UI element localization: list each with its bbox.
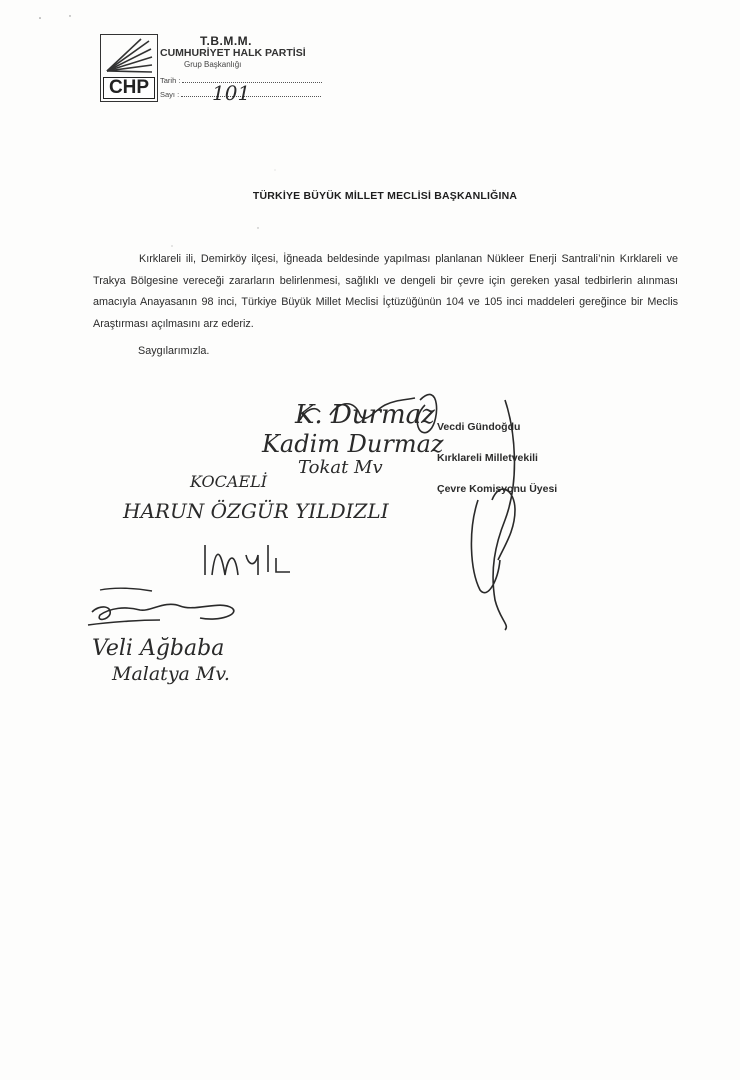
sayi-number-text: 101	[212, 81, 250, 104]
handwritten-harun-ozgur-yildizli: HARUN ÖZGÜR YILDIZLI	[123, 499, 389, 523]
handwritten-kocaeli: KOCAELİ	[190, 472, 268, 491]
date-label: Tarih :	[160, 76, 181, 85]
number-label: Sayı :	[160, 90, 180, 99]
signature-k-durmaz: K. Durmaz	[295, 400, 435, 430]
signatory-name: Vecdi Gündoğdu	[437, 421, 521, 433]
institution-name: T.B.M.M.	[200, 34, 252, 48]
handwritten-kadim-durmaz: Kadim Durmaz	[262, 430, 444, 458]
signatory-committee: Çevre Komisyonu Üyesi	[437, 483, 558, 495]
party-name: CUMHURİYET HALK PARTİSİ	[160, 47, 306, 59]
office-name: Grup Başkanlığı	[184, 60, 242, 69]
closing-salutation: Saygılarımızla.	[138, 345, 210, 357]
body-paragraph: Kırklareli ili, Demirköy ilçesi, İğneada beldesinde yapılması planlanan Nükleer Enerji Santrali’nin Kırklareli ve Trakya Bölgesine vereceği zararların belirlenmesi, sağlıklı ve dengeli bir çevre için gereken yasal tedbirlerin alınması amacıyla Anayasanın 98 inci, Türkiye Büyük Millet Meclisi İçtüzüğünün 104 ve 105 inci maddeleri gereğince bir Meclis Araştırması açılmasını arz ederiz.	[93, 253, 678, 330]
handwritten-malatya: Malatya Mv.	[112, 663, 230, 685]
signatory-role: Kırklareli Milletvekili	[437, 452, 538, 464]
handwritten-tokat: Tokat Mv	[298, 457, 383, 478]
handwritten-veli-agbaba: Veli Ağbaba	[92, 636, 225, 661]
logo-text: CHP	[103, 77, 155, 99]
document-title: TÜRKİYE BÜYÜK MİLLET MECLİSİ BAŞKANLIĞINA	[252, 190, 518, 202]
